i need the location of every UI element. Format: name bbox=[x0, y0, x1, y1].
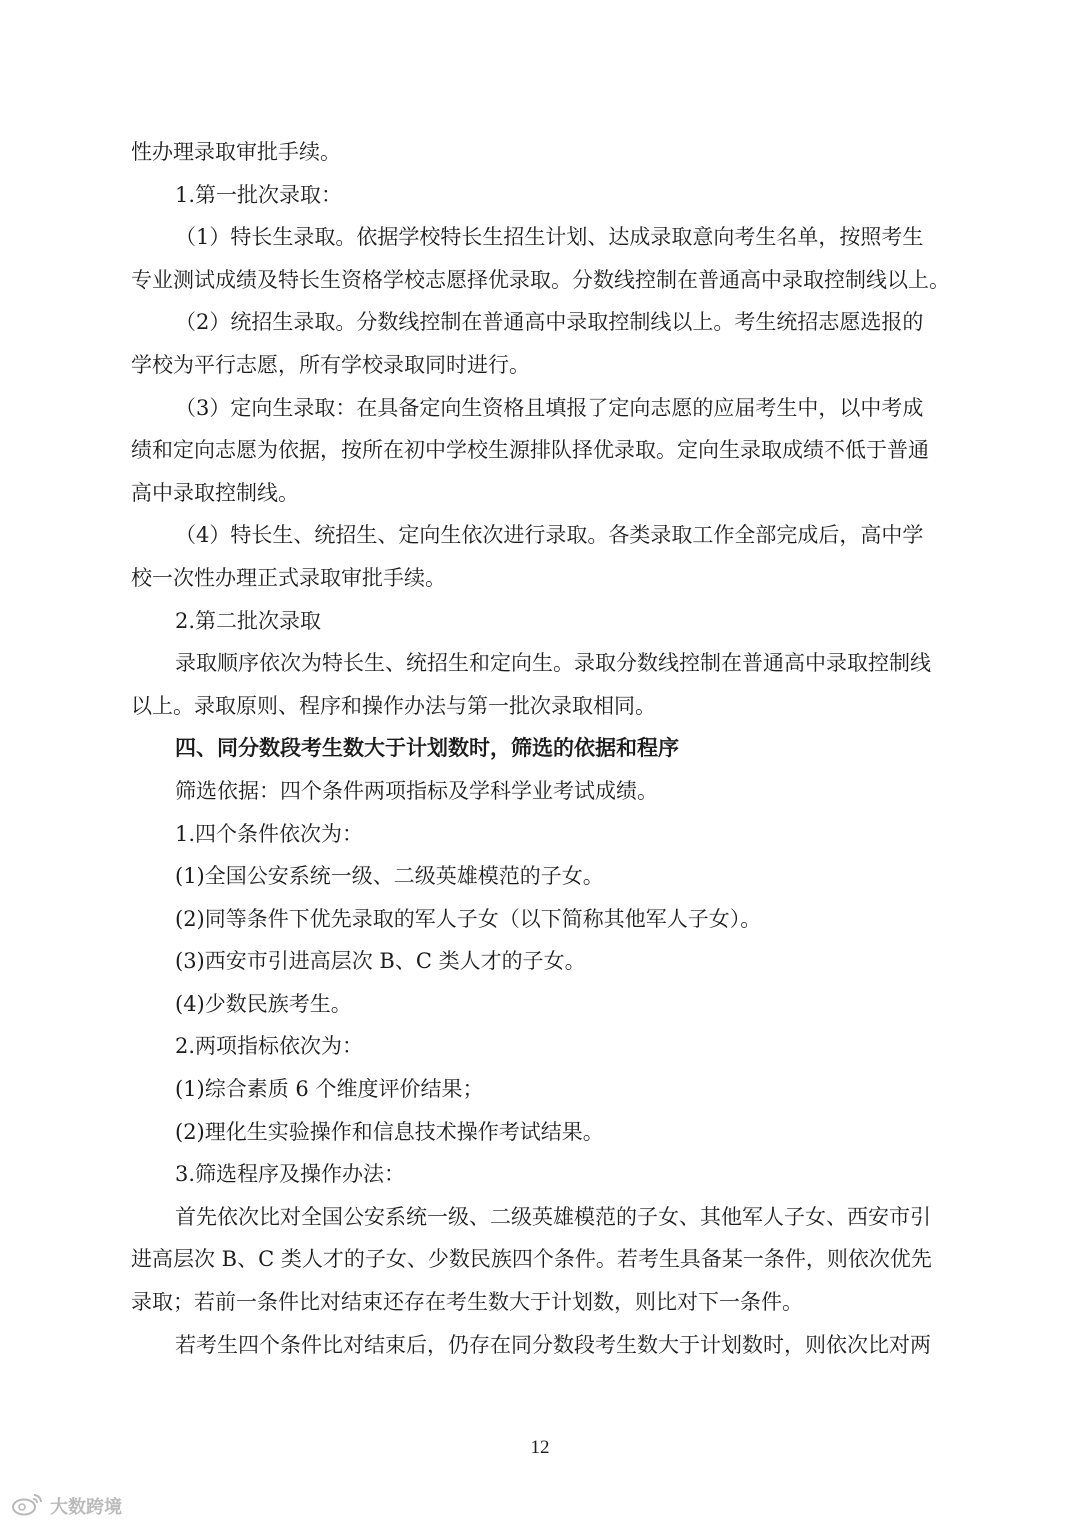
paragraph-line: 录取；若前一条件比对结束还存在考生数大于计划数，则比对下一条件。 bbox=[131, 1290, 803, 1315]
paragraph-line: （1）特长生录取。依据学校特长生招生计划、达成录取意向考生名单，按照考生 bbox=[175, 225, 924, 250]
paragraph-line: 性办理录取审批手续。 bbox=[131, 140, 341, 164]
paragraph-line: 录取顺序依次为特长生、统招生和定向生。录取分数线控制在普通高中录取控制线 bbox=[175, 651, 931, 676]
paragraph-line: (2)理化生实验操作和信息技术操作考试结果。 bbox=[175, 1119, 604, 1144]
paragraph-line: (1)全国公安系统一级、二级英雄模范的子女。 bbox=[175, 864, 604, 889]
paragraph-line: (2)同等条件下优先录取的军人子女（以下简称其他军人子女）。 bbox=[175, 906, 762, 931]
paragraph-line: 1.四个条件依次为： bbox=[175, 821, 364, 846]
paragraph-line: 进高层次 B、C 类人才的子女、少数民族四个条件。若考生具备某一条件，则依次优先 bbox=[131, 1247, 932, 1272]
paragraph-line: （3）定向生录取：在具备定向生资格且填报了定向志愿的应届考生中，以中考成 bbox=[175, 395, 924, 420]
paragraph-line: 高中录取控制线。 bbox=[131, 480, 299, 505]
paragraph-line: 1.第一批次录取： bbox=[175, 182, 343, 207]
paragraph-line: （2）统招生录取。分数线控制在普通高中录取控制线以上。考生统招志愿选报的 bbox=[175, 310, 924, 335]
paragraph-line: 学校为平行志愿，所有学校录取同时进行。 bbox=[131, 352, 530, 377]
paragraph-line: 3.筛选程序及操作办法： bbox=[175, 1162, 406, 1187]
paragraph-line: 校一次性办理正式录取审批手续。 bbox=[131, 565, 446, 590]
weibo-logo-icon bbox=[10, 1492, 50, 1521]
paragraph-line: 筛选依据：四个条件两项指标及学科学业考试成绩。 bbox=[175, 778, 658, 803]
paragraph-line: 2.第二批次录取 bbox=[175, 608, 322, 633]
paragraph-line: 首先依次比对全国公安系统一级、二级英雄模范的子女、其他军人子女、西安市引 bbox=[175, 1204, 931, 1229]
paragraph-line: 专业测试成绩及特长生资格学校志愿择优录取。分数线控制在普通高中录取控制线以上。 bbox=[131, 267, 950, 292]
paragraph-line: (1)综合素质 6 个维度评价结果； bbox=[175, 1077, 484, 1102]
paragraph-line: 2.两项指标依次为： bbox=[175, 1034, 364, 1059]
paragraph-line: 绩和定向志愿为依据，按所在初中学校生源排队择优录取。定向生录取成绩不低于普通 bbox=[131, 438, 929, 463]
paragraph-line: (4)少数民族考生。 bbox=[175, 991, 352, 1016]
paragraph-line: (3)西安市引进高层次 B、C 类人才的子女。 bbox=[175, 949, 586, 974]
paragraph-line: 若考生四个条件比对结束后，仍存在同分数段考生数大于计划数时，则依次比对两 bbox=[175, 1332, 931, 1357]
paragraph-line: 以上。录取原则、程序和操作办法与第一批次录取相同。 bbox=[131, 693, 656, 718]
section-heading: 四、同分数段考生数大于计划数时，筛选的依据和程序 bbox=[175, 735, 679, 761]
paragraph-line: （4）特长生、统招生、定向生依次进行录取。各类录取工作全部完成后，高中学 bbox=[175, 523, 924, 548]
page-number: 12 bbox=[530, 1437, 550, 1458]
document-body bbox=[131, 131, 961, 1366]
watermark bbox=[10, 1493, 122, 1519]
watermark-text: 大数跨境 bbox=[50, 1497, 122, 1518]
